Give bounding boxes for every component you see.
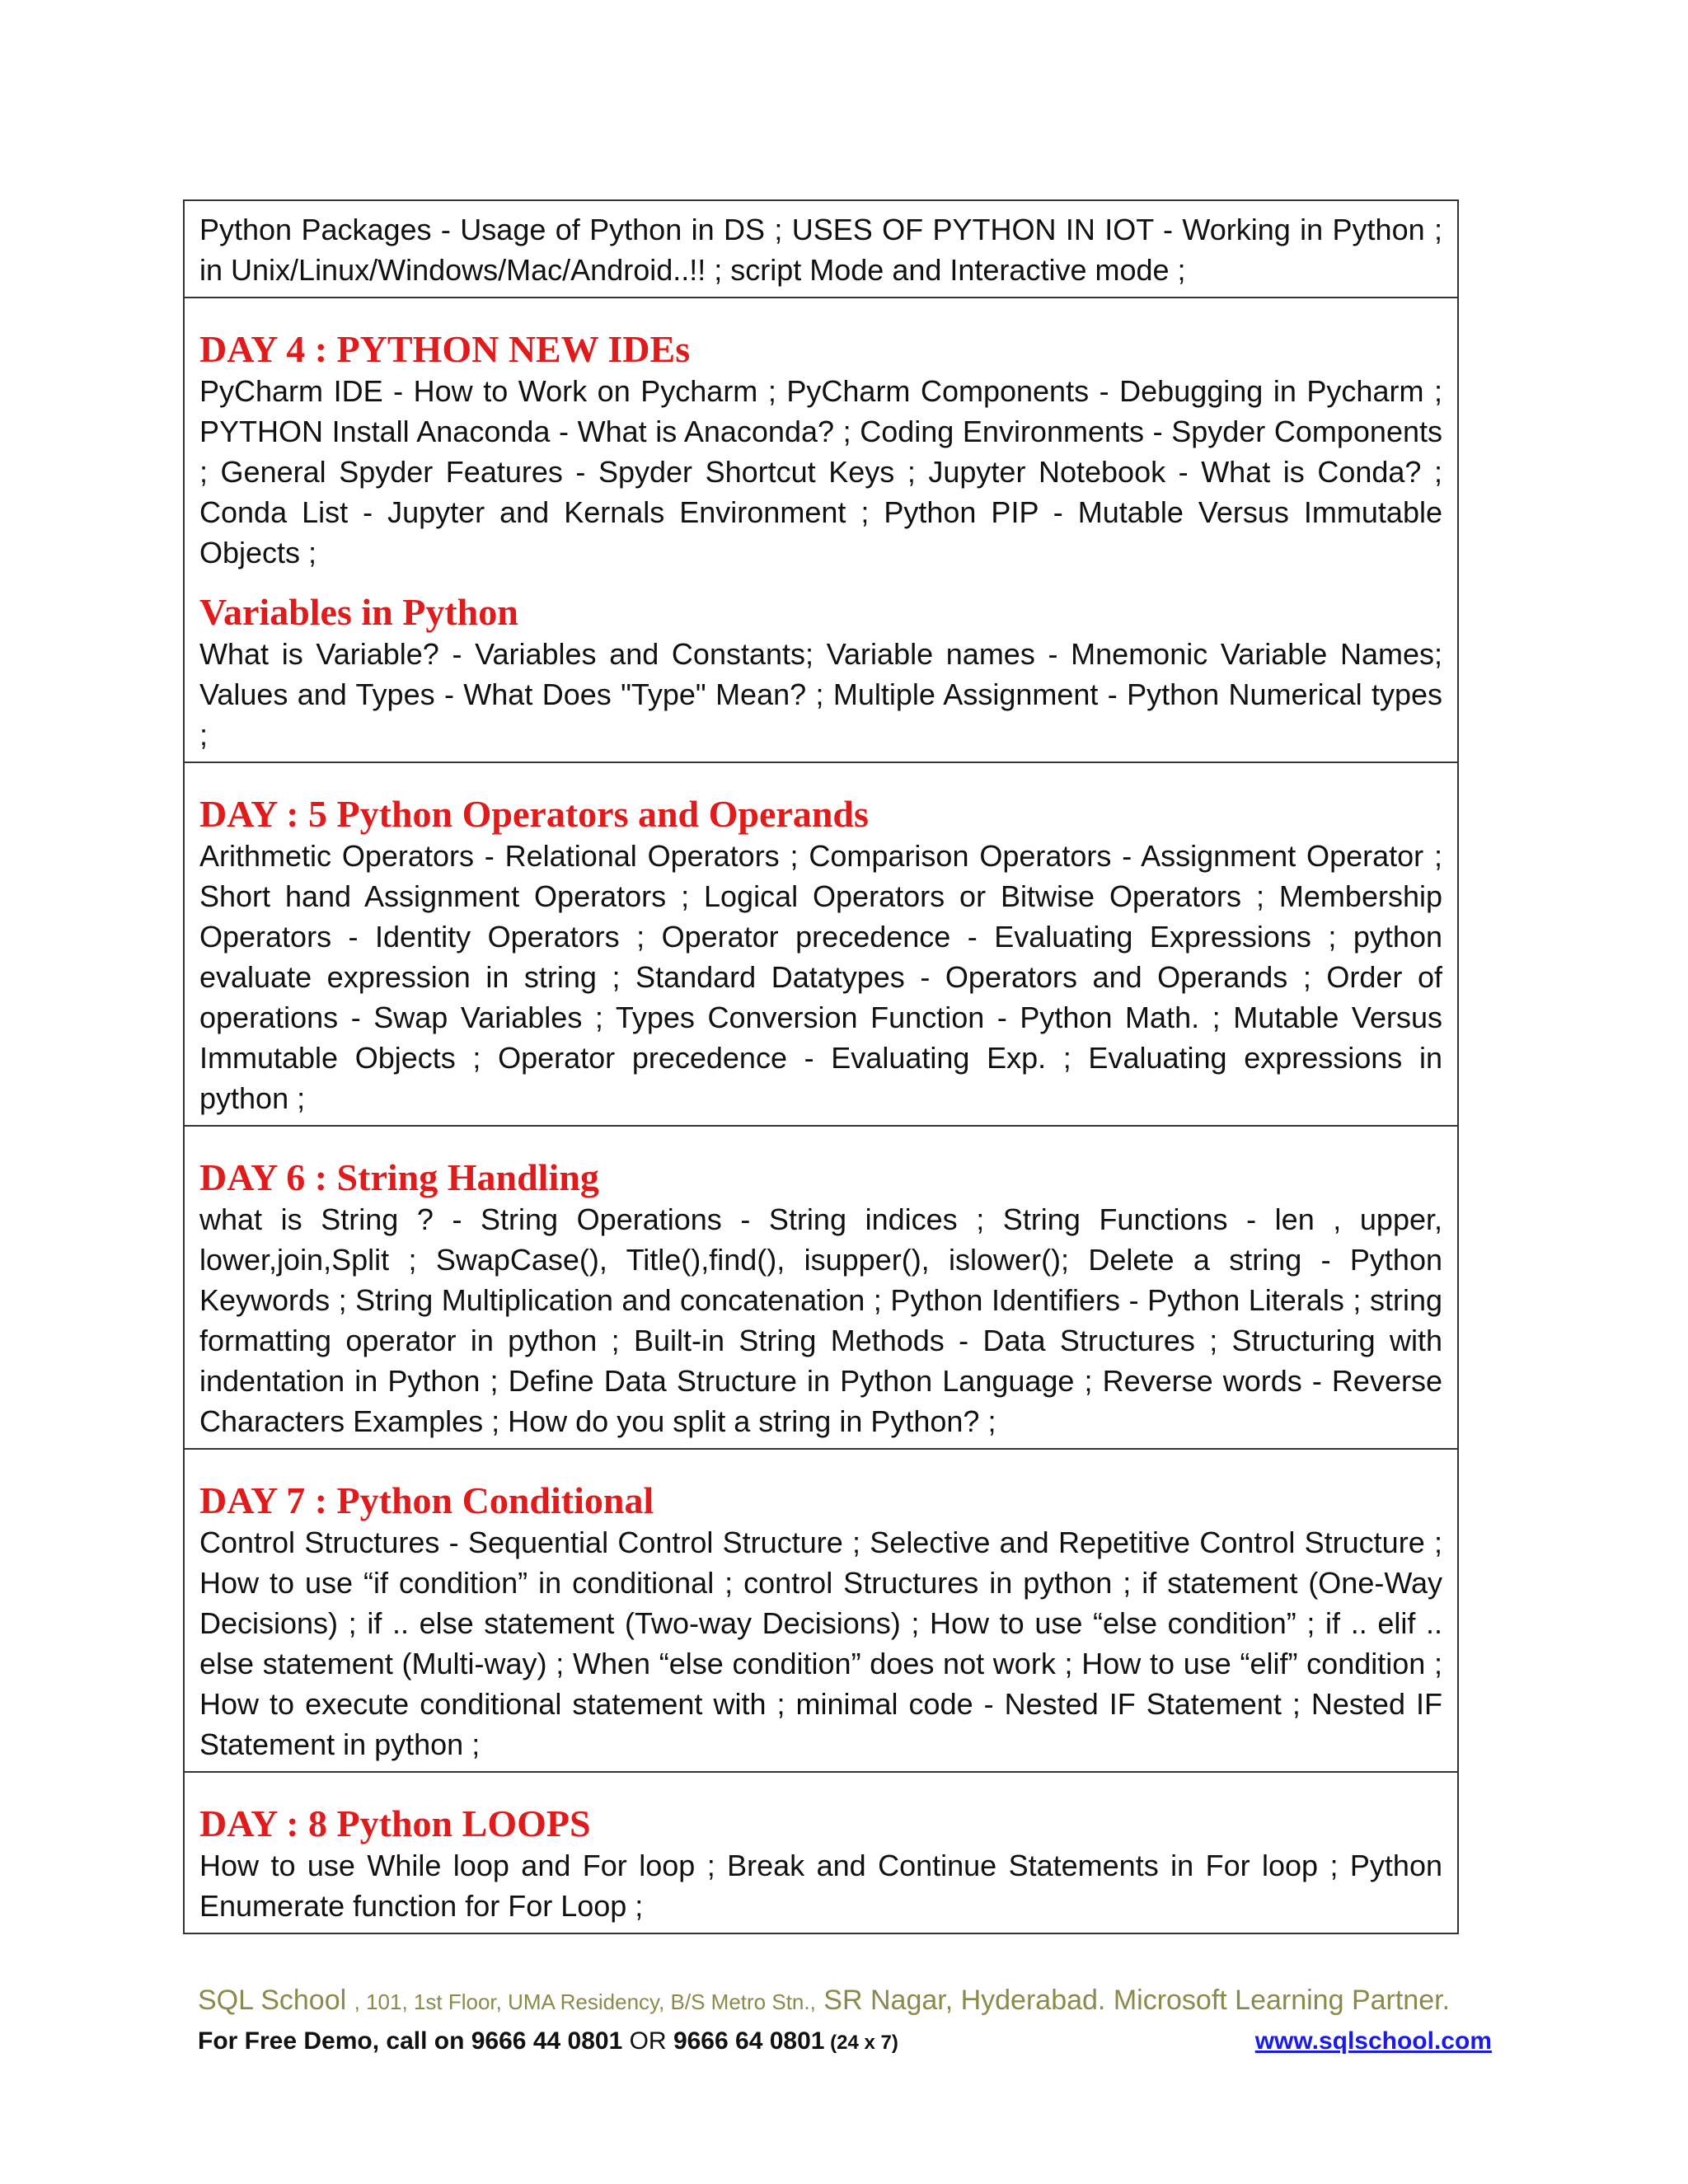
intro-text: Python Packages - Usage of Python in DS ; USES OF PYTHON IN IOT - Working in Python ; in Unix/Linux/Windows/Mac/Android..!! ; script Mode and Interactive mode ; bbox=[199, 213, 1442, 287]
footer-contact-line bbox=[198, 2025, 1492, 2060]
footer-hours: (24 x 7) bbox=[824, 2032, 898, 2054]
footer-address: , 101, 1st Floor, UMA Residency, B/S Metro Stn., bbox=[354, 1990, 816, 2014]
footer-location: SR Nagar, Hyderabad. Microsoft Learning Partner. bbox=[823, 1985, 1451, 2016]
footer-demo-call: , call on 9666 44 0801 bbox=[372, 2027, 623, 2055]
day4-heading: DAY 4 : PYTHON NEW IDEs bbox=[199, 328, 691, 370]
variables-text: What is Variable? - Variables and Constants; Variable names - Mnemonic Variable Names; Values and Types - What Does "Type" Mean? ; Multiple Assignment - Python Numerical types ; bbox=[199, 637, 1442, 752]
day4-cell bbox=[185, 297, 1457, 762]
intro-cell bbox=[185, 201, 1457, 297]
day8-text: How to use While loop and For loop ; Break and Continue Statements in For loop ; Python Enumerate function for For Loop ; bbox=[199, 1849, 1442, 1923]
footer-demo-prefix: For Free Demo bbox=[198, 2027, 373, 2055]
variables-block bbox=[199, 591, 1442, 755]
day4-text: PyCharm IDE - How to Work on Pycharm ; PyCharm Components - Debugging in Pycharm ; PYTHON Install Anaconda - What is Anaconda? ; Coding Environments - Spyder Components ; General Spyder Features - Spyder Shortcut Keys ; Jupyter Notebook - What is Conda? ; Conda List - Jupyter and Kernals Environment ; Python PIP - Mutable Versus Immutable Objects ; bbox=[199, 374, 1442, 569]
day6-cell bbox=[185, 1125, 1457, 1448]
variables-heading: Variables in Python bbox=[199, 591, 518, 633]
day5-text: Arithmetic Operators - Relational Operators ; Comparison Operators - Assignment Operator ; Short hand Assignment Operators ; Logical Operators or Bitwise Operators ; Membership Operators - Identity Operators ; Operator precedence - Evaluating Expressions ; python evaluate expression in string ; Standard Datatypes - Operators and Operands ; Order of operations - Swap Variables ; Types Conversion Function - Python Math. ; Mutable Versus Immutable Objects ; Operator precedence - Evaluating Exp. ; Evaluating expressions in python ; bbox=[199, 839, 1442, 1115]
footer-address-line bbox=[198, 1982, 1492, 2020]
website-link[interactable]: www.sqlschool.com bbox=[1254, 2027, 1492, 2055]
footer-phone2: 9666 64 0801 bbox=[673, 2027, 825, 2055]
day5-cell bbox=[185, 762, 1457, 1125]
syllabus-table bbox=[183, 199, 1459, 1934]
day6-text: what is String ? - String Operations - String indices ; String Functions - len , upper, lower,join,Split ; SwapCase(), Title(),find(), isupper(), islower(); Delete a string - Python Keywords ; String Multiplication and concatenation ; Python Identifiers - Python Literals ; string formatting operator in python ; Built-in String Methods - Data Structures ; Structuring with indentation in Python ; Define Data Structure in Python Language ; Reverse words - Reverse Characters Examples ; How do you split a string in Python? ; bbox=[199, 1202, 1442, 1438]
day7-cell bbox=[185, 1448, 1457, 1771]
day6-heading: DAY 6 : String Handling bbox=[199, 1156, 599, 1198]
footer-org: SQL School bbox=[198, 1985, 347, 2016]
day7-text: Control Structures - Sequential Control Structure ; Selective and Repetitive Control Structure ; How to use “if condition” in conditional ; control Structures in python ; if statement (One-Way Decisions) ; if .. else statement (Two-way Decisions) ; How to use “else condition” ; if .. elif .. else statement (Multi-way) ; When “else condition” does not work ; How to use “elif” condition ; How to execute conditional statement with ; minimal code - Nested IF Statement ; Nested IF Statement in python ; bbox=[199, 1526, 1442, 1761]
day7-heading: DAY 7 : Python Conditional bbox=[199, 1479, 654, 1521]
day5-heading: DAY : 5 Python Operators and Operands bbox=[199, 793, 869, 835]
day8-cell bbox=[185, 1771, 1457, 1933]
page-footer bbox=[198, 1982, 1492, 2060]
day8-heading: DAY : 8 Python LOOPS bbox=[199, 1802, 591, 1844]
footer-or: OR bbox=[622, 2027, 673, 2055]
